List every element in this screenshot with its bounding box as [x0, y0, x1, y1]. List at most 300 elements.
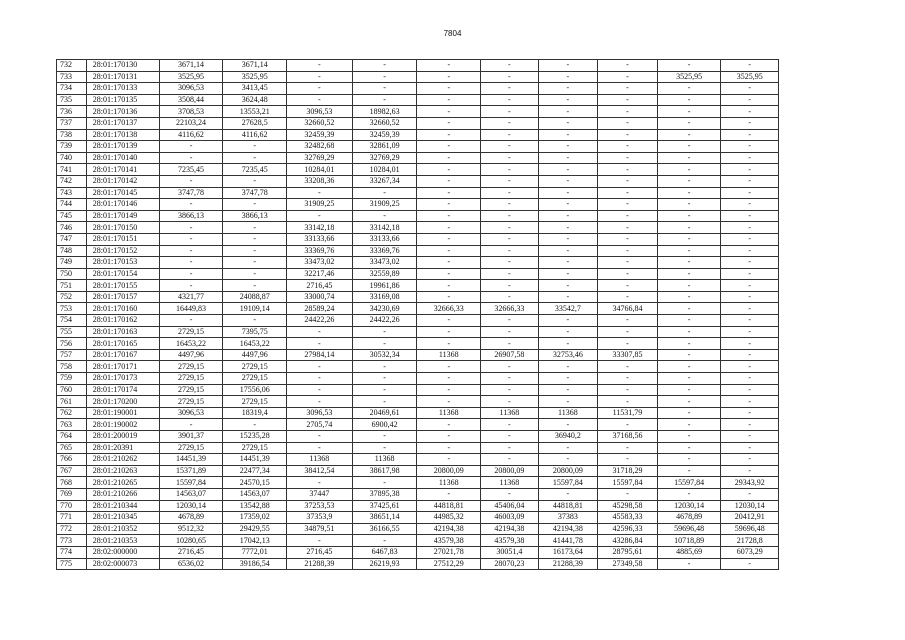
table-cell: 11368: [481, 407, 539, 419]
table-cell: 16173,64: [538, 546, 598, 558]
table-cell: 746: [57, 222, 87, 234]
table-cell: 28:01:20391: [86, 442, 159, 454]
table-cell: -: [598, 129, 658, 141]
table-cell: -: [481, 361, 539, 373]
table-cell: 37353,9: [287, 512, 353, 524]
table-cell: 7772,01: [223, 546, 287, 558]
table-cell: -: [657, 280, 721, 292]
table-cell: 4116,62: [223, 129, 287, 141]
table-cell: -: [721, 199, 779, 211]
table-cell: -: [481, 210, 539, 222]
table-cell: -: [721, 454, 779, 466]
table-cell: -: [657, 164, 721, 176]
table-cell: 13553,21: [223, 106, 287, 118]
table-cell: 16449,83: [159, 303, 223, 315]
table-cell: -: [721, 384, 779, 396]
table-cell: 2729,15: [159, 361, 223, 373]
table-cell: 3525,95: [721, 71, 779, 83]
table-cell: -: [721, 83, 779, 95]
table-cell: 6900,42: [352, 419, 417, 431]
table-row: [57, 523, 779, 535]
table-cell: 2705,74: [287, 419, 353, 431]
table-row: [57, 454, 779, 466]
table-cell: -: [159, 199, 223, 211]
table-cell: 18982,63: [352, 106, 417, 118]
table-cell: -: [417, 326, 481, 338]
table-cell: -: [223, 175, 287, 187]
table-row: [57, 71, 779, 83]
table-cell: 3901,37: [159, 431, 223, 443]
table-cell: -: [538, 164, 598, 176]
table-cell: 19961,86: [352, 280, 417, 292]
table-cell: -: [721, 315, 779, 327]
table-cell: 15597,84: [657, 477, 721, 489]
table-cell: -: [721, 152, 779, 164]
table-cell: -: [538, 291, 598, 303]
table-cell: -: [287, 210, 353, 222]
table-cell: -: [481, 454, 539, 466]
table-cell: -: [538, 396, 598, 408]
table-cell: -: [159, 280, 223, 292]
table-cell: -: [481, 60, 539, 72]
table-cell: -: [287, 477, 353, 489]
table-row: [57, 164, 779, 176]
table-cell: 33473,02: [352, 257, 417, 269]
table-cell: -: [657, 384, 721, 396]
table-cell: 20800,09: [481, 465, 539, 477]
table-cell: -: [538, 210, 598, 222]
table-cell: -: [223, 233, 287, 245]
table-cell: 4497,96: [159, 349, 223, 361]
table-cell: 764: [57, 431, 87, 443]
table-cell: 3866,13: [159, 210, 223, 222]
table-cell: 31909,25: [287, 199, 353, 211]
table-cell: -: [223, 199, 287, 211]
table-cell: -: [417, 141, 481, 153]
table-cell: 33142,18: [287, 222, 353, 234]
table-cell: 20800,09: [417, 465, 481, 477]
table-cell: 770: [57, 500, 87, 512]
table-cell: 763: [57, 419, 87, 431]
table-cell: 734: [57, 83, 87, 95]
table-cell: -: [417, 152, 481, 164]
table-row: [57, 512, 779, 524]
table-cell: -: [721, 94, 779, 106]
table-cell: 59696,48: [657, 523, 721, 535]
table-cell: 38651,14: [352, 512, 417, 524]
table-cell: -: [721, 326, 779, 338]
table-cell: -: [721, 419, 779, 431]
table-row: [57, 431, 779, 443]
table-cell: 28:01:170171: [86, 361, 159, 373]
table-cell: -: [598, 175, 658, 187]
table-cell: 6536,02: [159, 558, 223, 570]
table-cell: 37425,61: [352, 500, 417, 512]
table-row: [57, 419, 779, 431]
table-cell: 769: [57, 488, 87, 500]
table-cell: -: [481, 280, 539, 292]
table-cell: 3671,14: [159, 60, 223, 72]
table-cell: -: [657, 106, 721, 118]
table-cell: 32482,68: [287, 141, 353, 153]
table-cell: 15235,28: [223, 431, 287, 443]
table-cell: 743: [57, 187, 87, 199]
table-row: [57, 291, 779, 303]
table-cell: 32459,39: [287, 129, 353, 141]
table-cell: 775: [57, 558, 87, 570]
table-cell: 20469,61: [352, 407, 417, 419]
table-cell: -: [657, 315, 721, 327]
table-cell: 20412,91: [721, 512, 779, 524]
table-cell: 11368: [538, 407, 598, 419]
table-cell: -: [159, 268, 223, 280]
table-cell: 28:01:170149: [86, 210, 159, 222]
table-cell: 37383: [538, 512, 598, 524]
table-cell: -: [538, 268, 598, 280]
table-cell: 44818,81: [417, 500, 481, 512]
table-cell: 3671,14: [223, 60, 287, 72]
table-cell: 28:01:190001: [86, 407, 159, 419]
table-cell: -: [538, 222, 598, 234]
table-cell: 2729,15: [159, 326, 223, 338]
table-row: [57, 535, 779, 547]
table-cell: 2729,15: [223, 442, 287, 454]
table-cell: 28:01:170173: [86, 373, 159, 385]
table-cell: 28:01:210266: [86, 488, 159, 500]
table-cell: -: [598, 152, 658, 164]
table-cell: -: [481, 141, 539, 153]
table-cell: -: [598, 117, 658, 129]
table-row: [57, 477, 779, 489]
table-body: [57, 60, 779, 570]
table-row: [57, 465, 779, 477]
table-cell: 39186,54: [223, 558, 287, 570]
table-row: [57, 94, 779, 106]
table-cell: -: [481, 222, 539, 234]
table-cell: -: [598, 291, 658, 303]
table-cell: 32666,33: [481, 303, 539, 315]
table-cell: 28589,24: [287, 303, 353, 315]
table-cell: -: [481, 175, 539, 187]
table-cell: -: [721, 338, 779, 350]
table-cell: -: [538, 141, 598, 153]
table-cell: 36166,55: [352, 523, 417, 535]
table-cell: 29343,92: [721, 477, 779, 489]
table-cell: 28:01:170137: [86, 117, 159, 129]
table-cell: 4678,89: [159, 512, 223, 524]
table-cell: 2729,15: [223, 396, 287, 408]
table-cell: 771: [57, 512, 87, 524]
table-cell: 2729,15: [223, 373, 287, 385]
table-cell: -: [223, 280, 287, 292]
table-cell: 28:02:000000: [86, 546, 159, 558]
table-cell: -: [721, 60, 779, 72]
table-cell: -: [721, 465, 779, 477]
table-cell: 28:01:170139: [86, 141, 159, 153]
table-cell: 7235,45: [223, 164, 287, 176]
table-cell: -: [538, 152, 598, 164]
table-cell: -: [657, 60, 721, 72]
table-row: [57, 141, 779, 153]
table-cell: -: [159, 419, 223, 431]
table-cell: -: [287, 361, 353, 373]
table-row: [57, 500, 779, 512]
table-cell: -: [481, 268, 539, 280]
table-cell: 18319,4: [223, 407, 287, 419]
table-cell: 3096,53: [287, 106, 353, 118]
table-cell: 34879,51: [287, 523, 353, 535]
table-cell: -: [538, 83, 598, 95]
table-cell: -: [352, 71, 417, 83]
table-cell: -: [352, 338, 417, 350]
table-cell: -: [481, 71, 539, 83]
table-cell: 774: [57, 546, 87, 558]
table-cell: 3525,95: [159, 71, 223, 83]
table-cell: 10284,01: [287, 164, 353, 176]
table-cell: -: [538, 326, 598, 338]
table-cell: -: [417, 245, 481, 257]
table-cell: -: [657, 268, 721, 280]
table-cell: 28:01:170135: [86, 94, 159, 106]
table-cell: 26219,93: [352, 558, 417, 570]
table-cell: -: [481, 117, 539, 129]
table-cell: -: [657, 303, 721, 315]
table-cell: 11368: [417, 407, 481, 419]
table-cell: 32666,33: [417, 303, 481, 315]
table-cell: -: [657, 454, 721, 466]
table-cell: 736: [57, 106, 87, 118]
table-cell: 3747,78: [159, 187, 223, 199]
table-cell: 32217,46: [287, 268, 353, 280]
table-row: [57, 210, 779, 222]
table-cell: 767: [57, 465, 87, 477]
table-cell: 28:01:170174: [86, 384, 159, 396]
table-cell: -: [598, 257, 658, 269]
table-cell: 15371,89: [159, 465, 223, 477]
table-cell: 22477,34: [223, 465, 287, 477]
table-cell: -: [538, 199, 598, 211]
table-cell: 2716,45: [287, 546, 353, 558]
table-cell: 42596,33: [598, 523, 658, 535]
table-row: [57, 117, 779, 129]
table-cell: -: [657, 291, 721, 303]
table-cell: 742: [57, 175, 87, 187]
table-row: [57, 245, 779, 257]
table-cell: 10284,01: [352, 164, 417, 176]
table-row: [57, 373, 779, 385]
table-row: [57, 338, 779, 350]
table-cell: 749: [57, 257, 87, 269]
table-cell: 43579,38: [481, 535, 539, 547]
table-cell: 38412,54: [287, 465, 353, 477]
table-row: [57, 349, 779, 361]
table-cell: 28:01:170131: [86, 71, 159, 83]
data-table: [56, 59, 779, 570]
table-cell: -: [417, 442, 481, 454]
table-cell: -: [657, 419, 721, 431]
table-cell: -: [159, 315, 223, 327]
table-cell: -: [417, 338, 481, 350]
table-cell: 33267,34: [352, 175, 417, 187]
table-cell: 741: [57, 164, 87, 176]
table-cell: 3624,48: [223, 94, 287, 106]
table-cell: 3096,53: [159, 407, 223, 419]
table-cell: 34230,69: [352, 303, 417, 315]
table-cell: -: [538, 280, 598, 292]
table-cell: 28:01:170162: [86, 315, 159, 327]
table-cell: -: [538, 373, 598, 385]
table-cell: -: [287, 83, 353, 95]
table-cell: -: [481, 187, 539, 199]
table-cell: -: [598, 245, 658, 257]
table-cell: -: [352, 373, 417, 385]
table-cell: -: [417, 280, 481, 292]
table-cell: -: [721, 164, 779, 176]
table-cell: -: [538, 315, 598, 327]
table-cell: -: [598, 280, 658, 292]
table-cell: -: [352, 384, 417, 396]
table-cell: -: [417, 431, 481, 443]
table-cell: -: [159, 257, 223, 269]
table-cell: -: [657, 83, 721, 95]
table-cell: 3866,13: [223, 210, 287, 222]
table-cell: 13542,88: [223, 500, 287, 512]
table-cell: 37168,56: [598, 431, 658, 443]
table-row: [57, 326, 779, 338]
table-cell: -: [159, 222, 223, 234]
table-cell: 42194,38: [481, 523, 539, 535]
table-cell: 733: [57, 71, 87, 83]
table-cell: -: [352, 94, 417, 106]
table-cell: -: [721, 303, 779, 315]
table-cell: -: [538, 488, 598, 500]
table-row: [57, 303, 779, 315]
table-cell: 28:01:170165: [86, 338, 159, 350]
table-row: [57, 199, 779, 211]
table-row: [57, 361, 779, 373]
table-cell: 46003,09: [481, 512, 539, 524]
table-cell: -: [481, 338, 539, 350]
table-cell: 37253,53: [287, 500, 353, 512]
table-cell: 31718,29: [598, 465, 658, 477]
table-cell: 11368: [481, 477, 539, 489]
table-cell: -: [598, 361, 658, 373]
table-cell: -: [417, 129, 481, 141]
table-cell: 43579,38: [417, 535, 481, 547]
table-row: [57, 106, 779, 118]
table-cell: -: [598, 106, 658, 118]
table-cell: 737: [57, 117, 87, 129]
table-cell: -: [352, 83, 417, 95]
table-cell: 12030,14: [721, 500, 779, 512]
table-cell: 16453,22: [159, 338, 223, 350]
table-cell: -: [352, 210, 417, 222]
table-cell: -: [223, 257, 287, 269]
table-cell: -: [287, 94, 353, 106]
table-cell: 3096,53: [159, 83, 223, 95]
table-cell: 38617,98: [352, 465, 417, 477]
table-cell: -: [159, 152, 223, 164]
table-cell: 45406,04: [481, 500, 539, 512]
table-cell: -: [352, 187, 417, 199]
table-cell: -: [481, 199, 539, 211]
table-row: [57, 83, 779, 95]
table-cell: 32769,29: [352, 152, 417, 164]
table-cell: 3525,95: [223, 71, 287, 83]
table-cell: -: [481, 488, 539, 500]
table-cell: 15597,84: [598, 477, 658, 489]
table-cell: 11368: [417, 349, 481, 361]
table-cell: 14563,07: [223, 488, 287, 500]
table-cell: -: [481, 83, 539, 95]
page-number: 7804: [443, 29, 462, 38]
table-cell: -: [657, 373, 721, 385]
table-cell: 12030,14: [159, 500, 223, 512]
table-cell: -: [417, 419, 481, 431]
table-cell: 14563,07: [159, 488, 223, 500]
table-cell: 2729,15: [159, 396, 223, 408]
table-cell: 14451,39: [223, 454, 287, 466]
table-cell: 768: [57, 477, 87, 489]
table-cell: -: [657, 245, 721, 257]
table-cell: 772: [57, 523, 87, 535]
table-cell: 28:01:170133: [86, 83, 159, 95]
table-cell: -: [481, 152, 539, 164]
table-row: [57, 488, 779, 500]
table-cell: -: [721, 349, 779, 361]
table-cell: -: [598, 454, 658, 466]
table-cell: -: [657, 129, 721, 141]
table-cell: -: [538, 175, 598, 187]
table-cell: -: [538, 245, 598, 257]
table-cell: 34766,84: [598, 303, 658, 315]
table-cell: -: [598, 268, 658, 280]
table-cell: 4116,62: [159, 129, 223, 141]
table-cell: 27984,14: [287, 349, 353, 361]
table-cell: -: [352, 326, 417, 338]
table-cell: 735: [57, 94, 87, 106]
table-cell: -: [657, 396, 721, 408]
table-cell: -: [538, 129, 598, 141]
table-cell: -: [538, 117, 598, 129]
table-cell: 28:01:170142: [86, 175, 159, 187]
table-cell: 732: [57, 60, 87, 72]
table-cell: 28:01:210353: [86, 535, 159, 547]
table-cell: 32660,52: [287, 117, 353, 129]
table-row: [57, 129, 779, 141]
table-cell: 15597,84: [159, 477, 223, 489]
table-cell: 2716,45: [287, 280, 353, 292]
table-cell: 20800,09: [538, 465, 598, 477]
table-cell: 3747,78: [223, 187, 287, 199]
table-cell: -: [721, 210, 779, 222]
table-cell: 32559,89: [352, 268, 417, 280]
table-row: [57, 257, 779, 269]
table-cell: -: [657, 117, 721, 129]
table-cell: 14451,39: [159, 454, 223, 466]
table-cell: 28:01:210344: [86, 500, 159, 512]
table-cell: -: [287, 187, 353, 199]
table-cell: -: [721, 129, 779, 141]
table-row: [57, 268, 779, 280]
table-cell: -: [287, 71, 353, 83]
table-cell: -: [287, 442, 353, 454]
table-cell: 744: [57, 199, 87, 211]
table-cell: 24570,15: [223, 477, 287, 489]
table-cell: 754: [57, 315, 87, 327]
table-cell: 758: [57, 361, 87, 373]
table-cell: 24088,87: [223, 291, 287, 303]
